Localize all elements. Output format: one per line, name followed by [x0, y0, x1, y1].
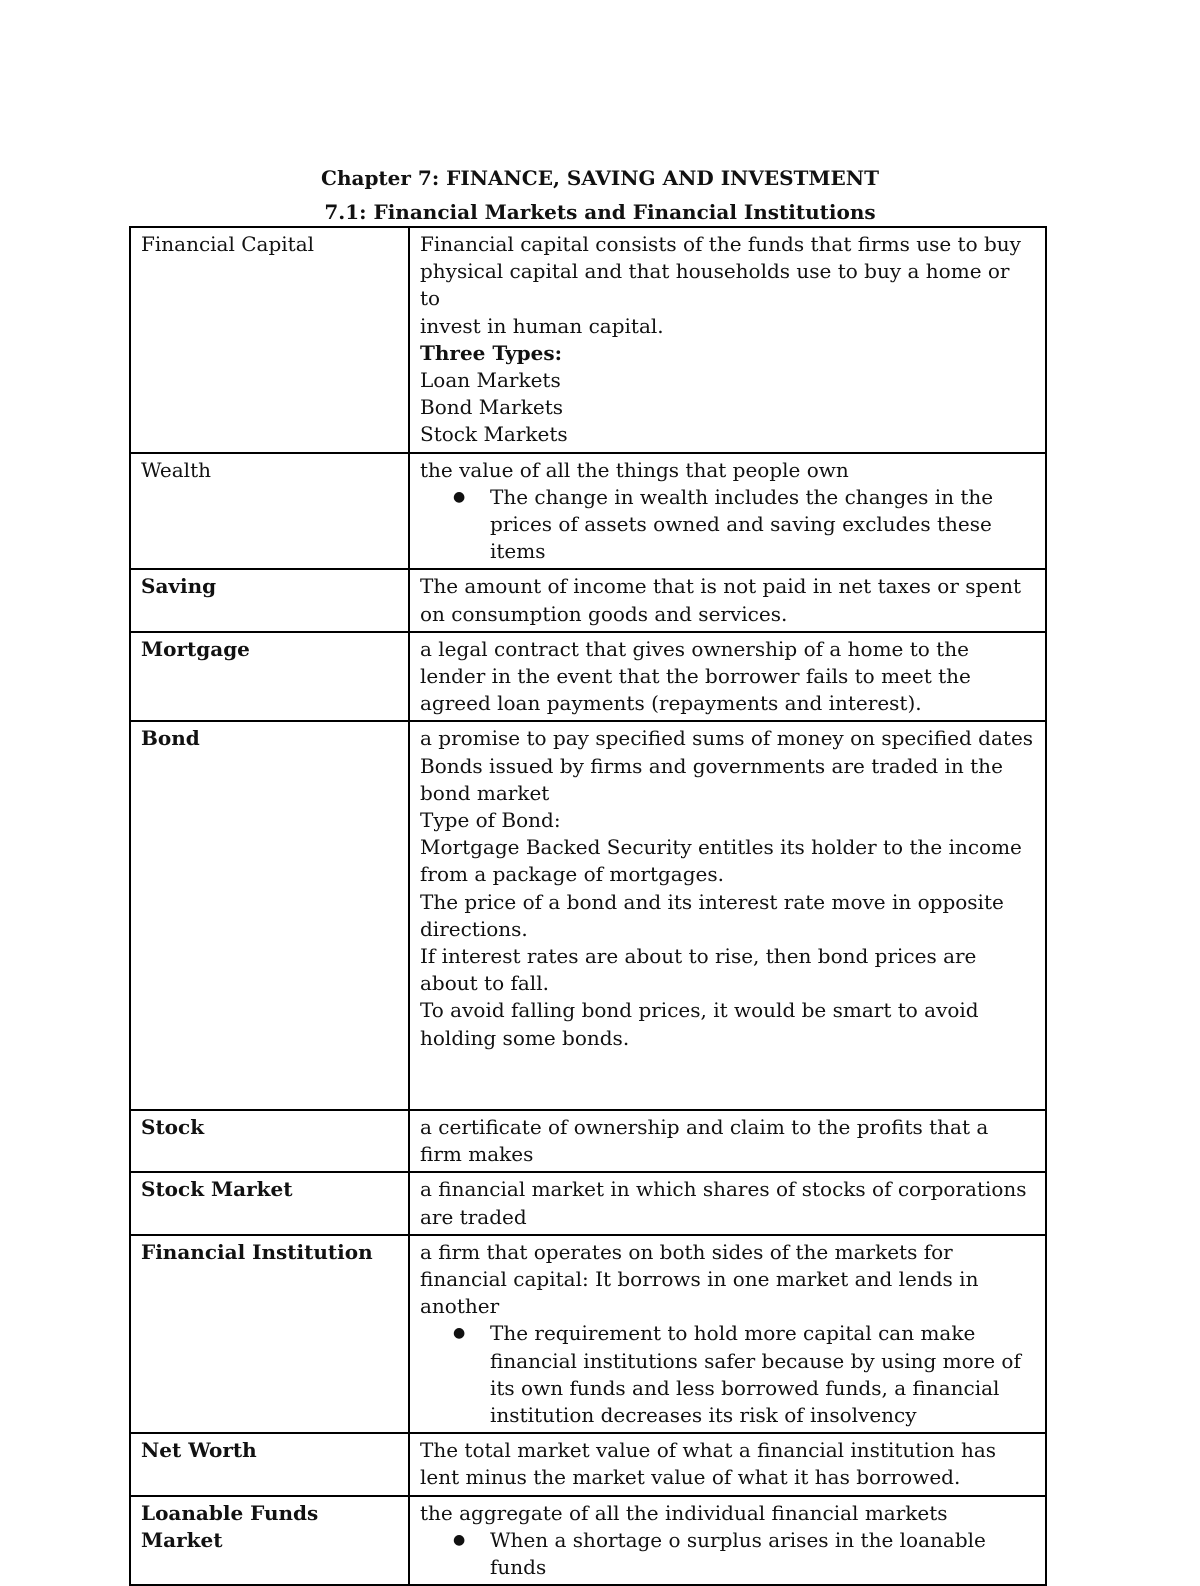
bullet-list	[420, 1527, 1035, 1581]
term-label: Wealth	[141, 457, 211, 482]
definition-line: physical capital and that households use to buy a home or to	[420, 259, 1010, 311]
definition-line: the value of all the things that people own	[420, 457, 849, 482]
definition-line: To avoid falling bond prices, it would be smart to avoid holding some bonds.	[420, 998, 979, 1050]
term-cell	[130, 632, 409, 722]
definition-line: a certificate of ownership and claim to the profits that a firm makes	[420, 1114, 989, 1167]
table-row	[130, 721, 1046, 1109]
spacer	[420, 1052, 1035, 1106]
term-label: Financial Capital	[141, 232, 315, 256]
table-row	[130, 1110, 1046, 1172]
definition-line: Bonds issued by firms and governments are traded in the bond market	[420, 753, 1003, 805]
definition-line: The total market value of what a financial institution has lent minus the market value of what it has borrowed.	[420, 1438, 997, 1490]
bullet-list	[420, 484, 1035, 566]
term-cell	[130, 1235, 409, 1433]
definition-line: Bond Markets	[420, 395, 563, 420]
definition-line: Financial capital consists of the funds that firms use to buy	[420, 232, 1021, 256]
term-label: Stock Market	[141, 1177, 293, 1202]
table-row	[130, 1172, 1046, 1234]
definition-line: a firm that operates on both sides of the markets for	[420, 1239, 953, 1264]
definition-line: Mortgage Backed Security entitles its holder to the income from a package of mortgages.	[420, 835, 1022, 887]
definition-cell	[409, 721, 1046, 1109]
table-row	[130, 227, 1046, 453]
table-row	[130, 453, 1046, 570]
definition-line: If interest rates are about to rise, then bond prices are about to fall.	[420, 944, 977, 996]
definition-line: The price of a bond and its interest rate move in opposite directions.	[420, 889, 1004, 941]
bullet-item: ● The requirement to hold more capital can make financial institutions safer because by using more of its own funds and less borrowed funds, a financial institution decreases its risk of insolvency	[490, 1320, 1035, 1429]
bullet-list	[420, 1320, 1035, 1429]
table-row	[130, 569, 1046, 631]
term-cell	[130, 1172, 409, 1234]
definition-line: a promise to pay specified sums of money on specified dates	[420, 726, 1034, 751]
definitions-table	[129, 226, 1047, 1586]
table-row	[130, 1235, 1046, 1433]
table-row	[130, 1496, 1046, 1586]
definition-cell	[409, 227, 1046, 453]
bullet-item: ● The change in wealth includes the changes in the prices of assets owned and saving excludes these items	[490, 484, 1035, 566]
definition-line: Stock Markets	[420, 422, 568, 447]
definition-line: Loan Markets	[420, 368, 561, 393]
term-label: Saving	[141, 574, 217, 599]
types-heading: Three Types:	[420, 340, 563, 365]
term-label: Bond	[141, 726, 200, 751]
bullet-item: ● When a shortage o surplus arises in the loanable funds	[490, 1527, 1035, 1581]
term-label: Loanable Funds Market	[141, 1500, 319, 1552]
definition-line: the aggregate of all the individual financial markets	[420, 1500, 948, 1525]
definition-cell	[409, 1235, 1046, 1433]
term-label: Financial Institution	[141, 1239, 373, 1264]
chapter-title: Chapter 7: FINANCE, SAVING AND INVESTMENT	[321, 166, 879, 190]
definition-line: a legal contract that gives ownership of a home to the lender in the event that the borrower fails to meet the agreed loan payments (repayments and interest).	[420, 636, 971, 716]
term-label: Mortgage	[141, 636, 250, 661]
definition-line: a financial market in which shares of stocks of corporations are traded	[420, 1177, 1027, 1229]
definition-line: The amount of income that is not paid in net taxes or spent on consumption goods and services.	[420, 574, 1022, 626]
term-label: Net Worth	[141, 1438, 257, 1463]
definition-line: Type of Bond:	[420, 808, 561, 833]
definition-line: financial capital: It borrows in one market and lends in another	[420, 1266, 979, 1319]
term-cell	[130, 1433, 409, 1495]
term-cell	[130, 569, 409, 631]
definition-cell	[409, 1172, 1046, 1234]
definition-line: invest in human capital.	[420, 313, 664, 338]
term-cell	[130, 1496, 409, 1586]
term-cell	[130, 453, 409, 570]
term-cell	[130, 227, 409, 453]
term-cell	[130, 1110, 409, 1172]
definition-cell	[409, 1496, 1046, 1586]
table-row	[130, 632, 1046, 722]
definition-cell	[409, 1433, 1046, 1495]
table-row	[130, 1433, 1046, 1495]
definition-cell	[409, 569, 1046, 631]
term-label: Stock	[141, 1114, 205, 1139]
definition-cell	[409, 632, 1046, 722]
section-title: 7.1: Financial Markets and Financial Institutions	[324, 200, 876, 224]
definition-cell	[409, 453, 1046, 570]
definition-cell	[409, 1110, 1046, 1172]
term-cell	[130, 721, 409, 1109]
